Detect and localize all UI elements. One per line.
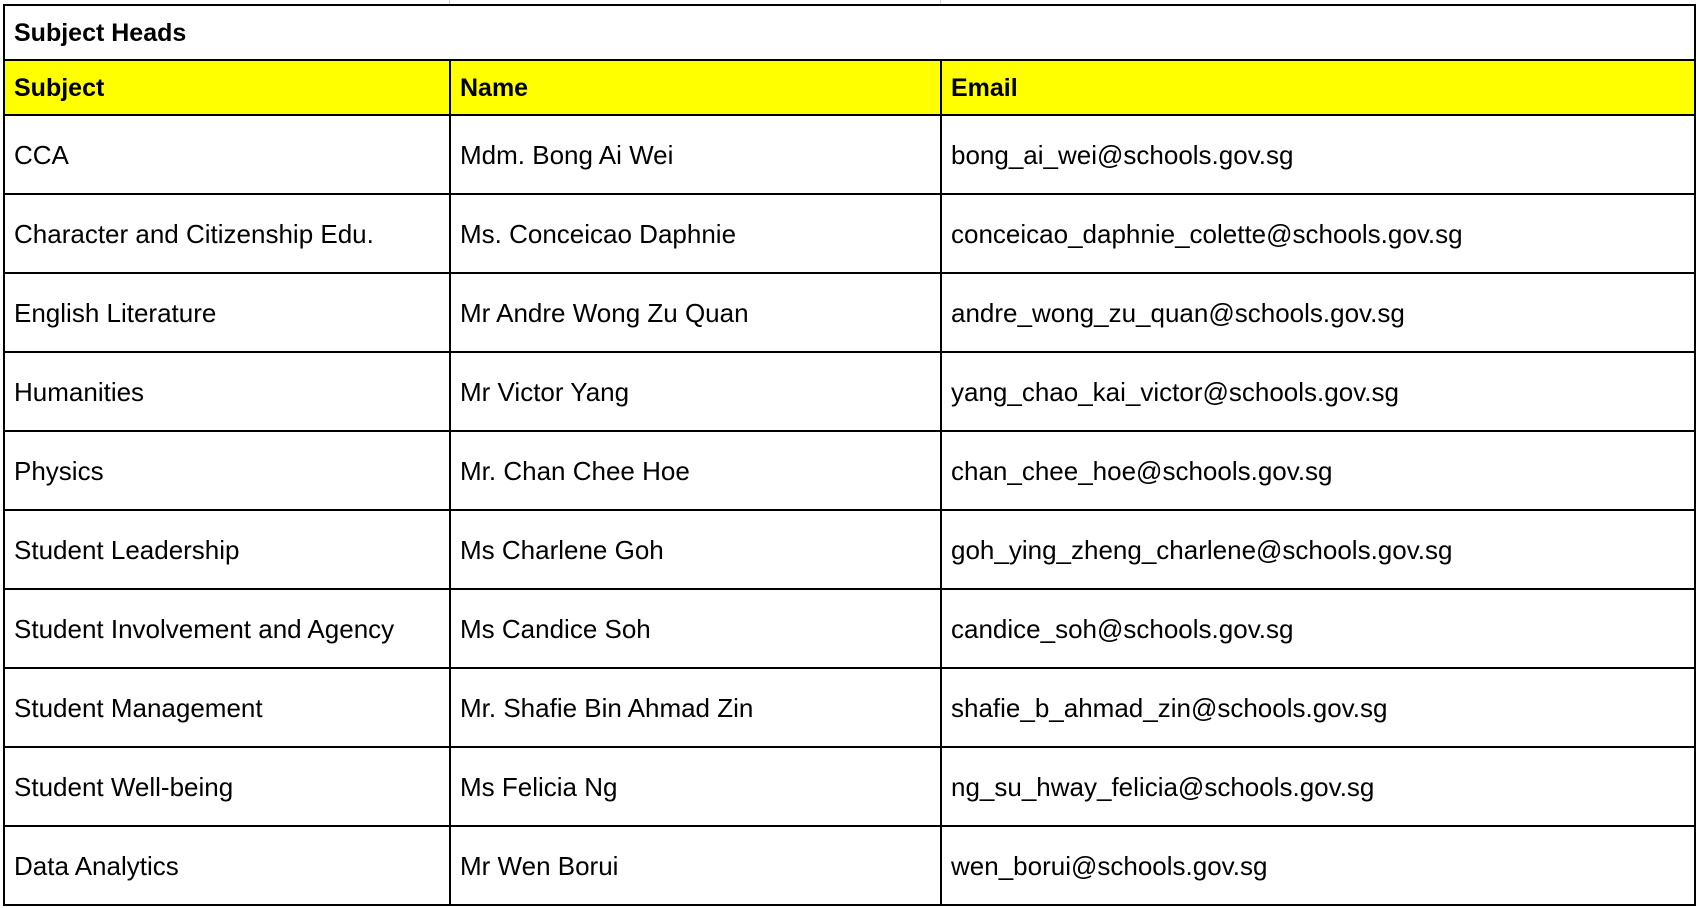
name-cell[interactable]: Mr Victor Yang xyxy=(450,352,941,431)
name-cell[interactable]: Ms Charlene Goh xyxy=(450,510,941,589)
header-row xyxy=(4,60,1695,115)
table-row xyxy=(4,668,1695,747)
table-row xyxy=(4,826,1695,905)
name-cell[interactable]: Mr Wen Borui xyxy=(450,826,941,905)
table-row xyxy=(4,194,1695,273)
name-cell[interactable]: Mr. Chan Chee Hoe xyxy=(450,431,941,510)
subject-cell[interactable]: Student Involvement and Agency xyxy=(4,589,450,668)
email-cell[interactable]: ng_su_hway_felicia@schools.gov.sg xyxy=(941,747,1695,826)
name-cell[interactable]: Mr. Shafie Bin Ahmad Zin xyxy=(450,668,941,747)
email-cell[interactable]: yang_chao_kai_victor@schools.gov.sg xyxy=(941,352,1695,431)
email-cell[interactable]: goh_ying_zheng_charlene@schools.gov.sg xyxy=(941,510,1695,589)
column-header-email[interactable]: Email xyxy=(941,60,1695,115)
table-row xyxy=(4,273,1695,352)
email-cell[interactable]: chan_chee_hoe@schools.gov.sg xyxy=(941,431,1695,510)
table-row xyxy=(4,115,1695,194)
email-cell[interactable]: bong_ai_wei@schools.gov.sg xyxy=(941,115,1695,194)
subject-cell[interactable]: Student Management xyxy=(4,668,450,747)
name-cell[interactable]: Ms Felicia Ng xyxy=(450,747,941,826)
subject-cell[interactable]: Character and Citizenship Edu. xyxy=(4,194,450,273)
email-cell[interactable]: wen_borui@schools.gov.sg xyxy=(941,826,1695,905)
subject-heads-table xyxy=(3,4,1696,906)
title-row xyxy=(4,5,1695,60)
table-row xyxy=(4,747,1695,826)
table-row xyxy=(4,431,1695,510)
email-cell[interactable]: shafie_b_ahmad_zin@schools.gov.sg xyxy=(941,668,1695,747)
column-header-subject[interactable]: Subject xyxy=(4,60,450,115)
name-cell[interactable]: Ms Candice Soh xyxy=(450,589,941,668)
email-cell[interactable]: candice_soh@schools.gov.sg xyxy=(941,589,1695,668)
email-cell[interactable]: conceicao_daphnie_colette@schools.gov.sg xyxy=(941,194,1695,273)
name-cell[interactable]: Mdm. Bong Ai Wei xyxy=(450,115,941,194)
table-title[interactable]: Subject Heads xyxy=(4,5,1695,60)
subject-cell[interactable]: Physics xyxy=(4,431,450,510)
spreadsheet-table xyxy=(3,4,1694,906)
name-cell[interactable]: Mr Andre Wong Zu Quan xyxy=(450,273,941,352)
subject-cell[interactable]: Student Well-being xyxy=(4,747,450,826)
subject-cell[interactable]: English Literature xyxy=(4,273,450,352)
table-row xyxy=(4,589,1695,668)
table-row xyxy=(4,352,1695,431)
name-cell[interactable]: Ms. Conceicao Daphnie xyxy=(450,194,941,273)
subject-cell[interactable]: Student Leadership xyxy=(4,510,450,589)
column-header-name[interactable]: Name xyxy=(450,60,941,115)
subject-cell[interactable]: CCA xyxy=(4,115,450,194)
subject-cell[interactable]: Humanities xyxy=(4,352,450,431)
subject-cell[interactable]: Data Analytics xyxy=(4,826,450,905)
email-cell[interactable]: andre_wong_zu_quan@schools.gov.sg xyxy=(941,273,1695,352)
table-row xyxy=(4,510,1695,589)
